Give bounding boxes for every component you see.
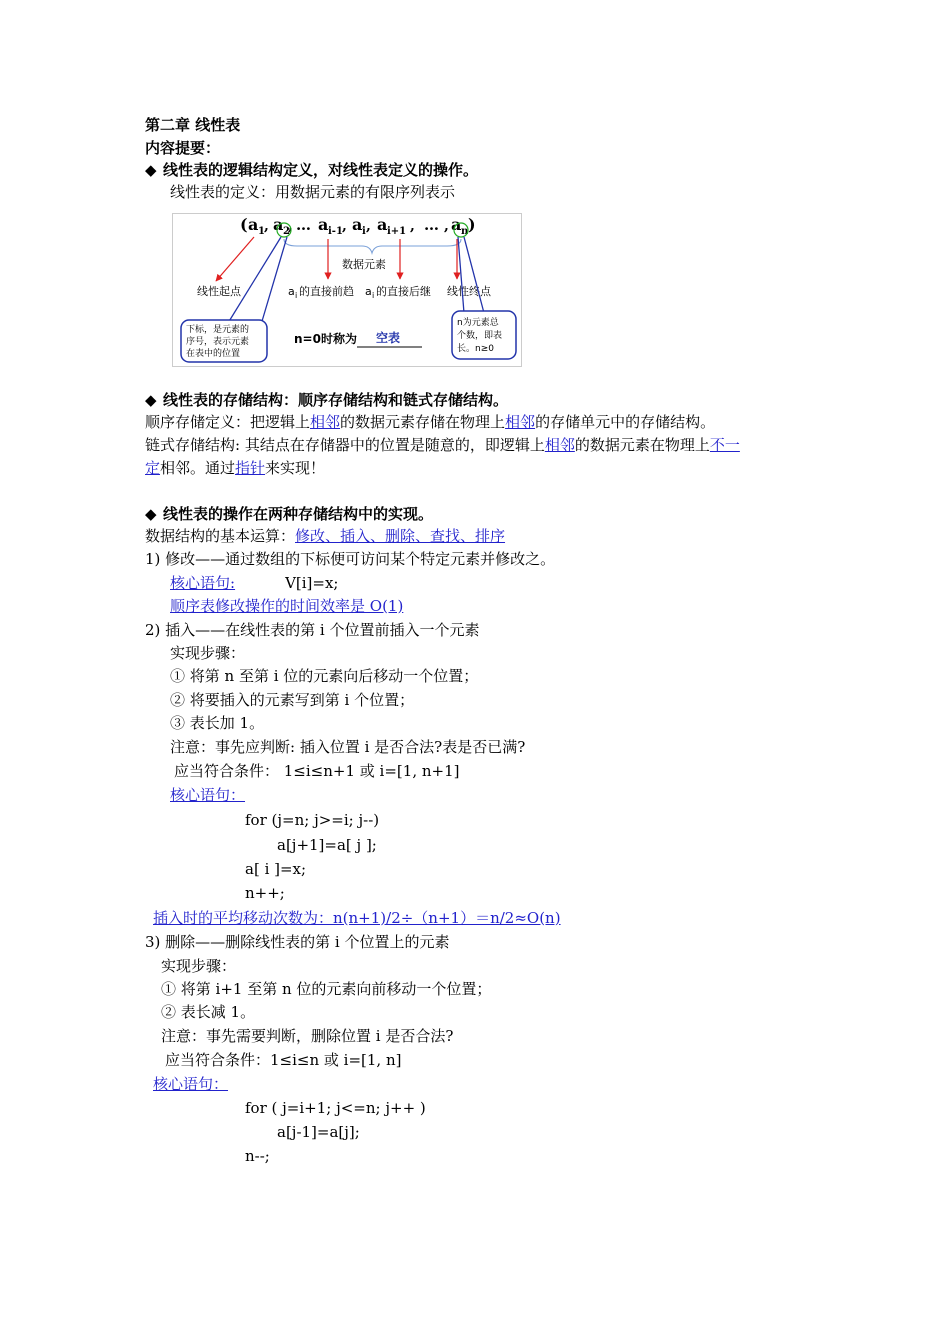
delete-code-line-1: for ( j=i+1; j<=n; j++ ) bbox=[245, 1099, 426, 1117]
svg-text:a: a bbox=[288, 285, 295, 298]
index-note-line-2: 序号，表示元素 bbox=[186, 337, 250, 347]
svg-text:a: a bbox=[365, 285, 372, 298]
delete-title: 3) 删除——删除线性表的第 i 个位置上的元素 bbox=[145, 933, 450, 951]
start-label: 线性起点 bbox=[197, 285, 241, 298]
seq-an: a bbox=[451, 215, 462, 234]
section3-heading bbox=[145, 503, 433, 525]
adjacent-link[interactable]: 相邻 bbox=[544, 436, 575, 454]
predecessor-label: 的直接前趋 bbox=[299, 285, 354, 298]
delete-code-line-2: a[j-1]=a[j]; bbox=[277, 1123, 360, 1141]
index-note-line-1: 下标，是元素的 bbox=[186, 325, 250, 335]
adjacent-link[interactable]: 相邻 bbox=[310, 413, 341, 431]
insert-code-line-4: n++; bbox=[245, 884, 285, 902]
elements-label: 数据元素 bbox=[342, 258, 386, 271]
svg-text:i: i bbox=[372, 291, 375, 300]
empty-list-prefix: n=0时称为 bbox=[294, 332, 357, 346]
chapter-title: 第二章 线性表 bbox=[145, 116, 241, 134]
n-note-line-1: n为元素总 bbox=[457, 318, 499, 328]
operations-link[interactable]: 修改、插入、删除、查找、排序 bbox=[295, 527, 506, 545]
linear-list-diagram bbox=[172, 213, 522, 367]
seq-ai-sub: i bbox=[362, 226, 366, 237]
n-note-line-2: 个数，即表 bbox=[457, 331, 503, 341]
section2-heading-text: 线性表的存储结构：顺序存储结构和链式存储结构。 bbox=[163, 391, 509, 409]
svg-text:,: , bbox=[410, 218, 415, 234]
svg-text:,: , bbox=[264, 218, 269, 234]
seq-open-paren: ( bbox=[240, 215, 248, 234]
insert-note: 注意：事先应判断: 插入位置 i 是否合法?表是否已满? bbox=[170, 738, 526, 756]
insert-steps-label: 实现步骤： bbox=[170, 644, 246, 662]
insert-title: 2) 插入——在线性表的第 i 个位置前插入一个元素 bbox=[145, 621, 480, 639]
n-note-line-3: 长。n≥0 bbox=[457, 344, 494, 354]
seq-an-sub: n bbox=[461, 226, 469, 237]
diamond-bullet-icon: ◆ bbox=[145, 505, 157, 523]
not-necessarily-link-cont[interactable]: 定 bbox=[145, 459, 161, 477]
summary-label: 内容提要： bbox=[145, 139, 221, 157]
seq-ai-plus-1-sub: i+1 bbox=[387, 226, 407, 237]
modify-core-label[interactable]: 核心语句: bbox=[170, 574, 236, 592]
adjacent-link[interactable]: 相邻 bbox=[505, 413, 536, 431]
seq-dots-1: … bbox=[296, 216, 311, 234]
seq-a2-sub: 2 bbox=[283, 226, 290, 237]
section3-heading-text: 线性表的操作在两种存储结构中的实现。 bbox=[163, 505, 434, 523]
diamond-bullet-icon: ◆ bbox=[145, 161, 157, 179]
delete-steps-label: 实现步骤： bbox=[161, 957, 237, 975]
not-necessarily-link[interactable]: 不一 bbox=[709, 436, 740, 454]
pointer-link[interactable]: 指针 bbox=[235, 459, 266, 477]
seq-ai: a bbox=[352, 215, 363, 234]
insert-core-label[interactable]: 核心语句： bbox=[170, 786, 246, 804]
insert-condition: 应当符合条件： 1≤i≤n+1 或 i=[1, n+1] bbox=[174, 762, 460, 780]
insert-step-1: ① 将第 n 至第 i 位的元素向后移动一个位置； bbox=[170, 667, 479, 685]
seq-ai-minus-1: a bbox=[318, 215, 329, 234]
insert-code-line-2: a[j+1]=a[ j ]; bbox=[277, 836, 377, 854]
seq-a1: a bbox=[248, 215, 259, 234]
delete-step-1: ① 将第 i+1 至第 n 位的元素向前移动一个位置； bbox=[161, 980, 492, 998]
section1-heading bbox=[145, 159, 478, 181]
seq-dots-2: … bbox=[424, 216, 439, 234]
delete-condition: 应当符合条件：1≤i≤n 或 i=[1, n] bbox=[165, 1051, 402, 1069]
seq-close-paren: ) bbox=[468, 215, 476, 234]
modify-core bbox=[170, 572, 338, 594]
modify-title: 1) 修改——通过数组的下标便可访问某个特定元素并修改之。 bbox=[145, 550, 556, 568]
modify-core-code: V[i]=x; bbox=[285, 574, 339, 592]
basic-operations: 数据结构的基本运算：修改、插入、删除、查找、排序 bbox=[145, 527, 506, 545]
empty-list-label: 空表 bbox=[376, 331, 401, 345]
insert-step-2: ② 将要插入的元素写到第 i 个位置； bbox=[170, 691, 415, 709]
section2-heading bbox=[145, 389, 508, 411]
end-label: 线性终点 bbox=[447, 285, 491, 298]
linear-list-diagram-svg bbox=[172, 213, 522, 367]
seq-a1-sub: 1 bbox=[258, 226, 265, 237]
insert-code-line-3: a[ i ]=x; bbox=[245, 860, 307, 878]
insert-step-3: ③ 表长加 1。 bbox=[170, 714, 265, 732]
delete-note: 注意：事先需要判断，删除位置 i 是否合法? bbox=[161, 1027, 454, 1045]
linked-storage-definition-line1: 链式存储结构: 其结点在存储器中的位置是随意的，即逻辑上相邻的数据元素在物理上不一 bbox=[145, 436, 740, 454]
index-note-line-3: 在表中的位置 bbox=[186, 349, 241, 359]
delete-step-2: ② 表长减 1。 bbox=[161, 1003, 256, 1021]
svg-text:i: i bbox=[295, 291, 298, 300]
svg-text:,: , bbox=[366, 218, 371, 234]
sequential-storage-definition: 顺序存储定义：把逻辑上相邻的数据元素存储在物理上相邻的存储单元中的存储结构。 bbox=[145, 413, 716, 431]
modify-efficiency[interactable]: 顺序表修改操作的时间效率是 O(1) bbox=[170, 597, 404, 615]
delete-code-line-3: n--; bbox=[245, 1147, 270, 1165]
linear-list-definition: 线性表的定义：用数据元素的有限序列表示 bbox=[170, 183, 456, 201]
insert-average-moves[interactable]: 插入时的平均移动次数为：n(n+1)/2÷（n+1）＝n/2≈O(n) bbox=[153, 909, 561, 927]
seq-a2: a bbox=[273, 215, 284, 234]
svg-text:,: , bbox=[288, 218, 293, 234]
section1-heading-text: 线性表的逻辑结构定义，对线性表定义的操作。 bbox=[163, 161, 479, 179]
successor-label: 的直接后继 bbox=[376, 285, 431, 298]
svg-text:,: , bbox=[342, 218, 347, 234]
diamond-bullet-icon: ◆ bbox=[145, 391, 157, 409]
seq-ai-plus-1: a bbox=[377, 215, 388, 234]
insert-code-line-1: for (j=n; j>=i; j--) bbox=[245, 811, 380, 829]
svg-text:,: , bbox=[444, 218, 449, 234]
delete-core-label[interactable]: 核心语句： bbox=[153, 1075, 229, 1093]
seq-ai-minus-1-sub: i-1 bbox=[328, 226, 343, 237]
linked-storage-definition-line2: 定相邻。通过指针来实现！ bbox=[145, 459, 326, 477]
